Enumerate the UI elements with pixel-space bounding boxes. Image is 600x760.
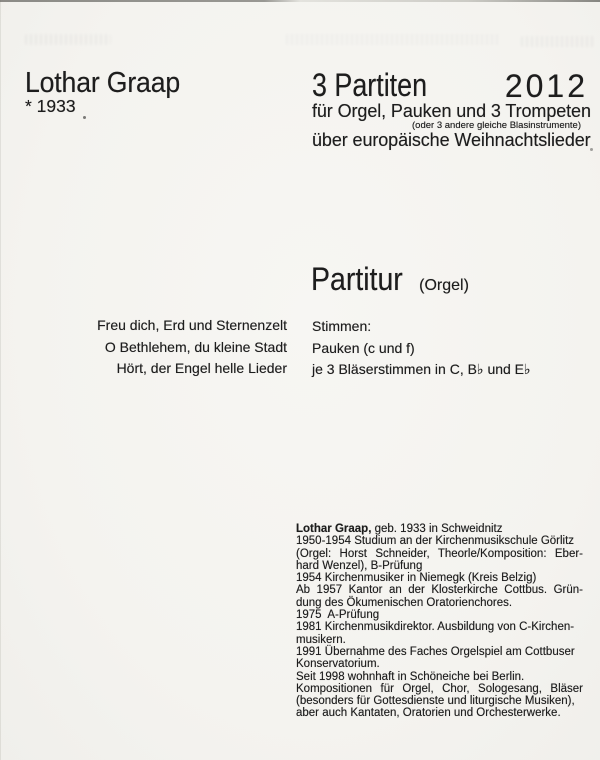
parts-heading: Stimmen:	[312, 318, 372, 334]
piece-title: Freu dich, Erd und Sternenzelt	[97, 317, 287, 333]
bio-line: 1975 A-Prüfung	[296, 609, 380, 622]
instrumentation: für Orgel, Pauken und 3 Trompeten	[312, 101, 591, 121]
bio-line: Seit 1998 wohnhaft in Schöneiche bei Berlin.	[296, 670, 525, 683]
part-item: je 3 Bläserstimmen in C, B♭ und E♭	[312, 361, 531, 378]
scan-speck-artifact	[83, 116, 86, 119]
scan-edge-artifact-left	[0, 0, 1, 760]
bio-line: hard Wenzel), B-Prüfung	[296, 559, 423, 572]
bio-line: 1991 Übernahme des Faches Orgelspiel am Cottbuser	[296, 645, 575, 658]
bleedthrough-artifact	[521, 36, 595, 47]
bio-line: Kompositionen für Orgel, Chor, Sologesang, Bläser	[296, 682, 583, 695]
title-row	[312, 67, 588, 104]
bio-line: dung des Ökumenischen Oratorienchores.	[296, 596, 513, 609]
instrumentation-note: (oder 3 andere gleiche Blasinstrumente)	[412, 120, 581, 131]
bio-intro: geb. 1933 in Schweidnitz	[371, 523, 503, 535]
parts-list	[312, 315, 531, 381]
format-label: Partitur	[311, 261, 403, 297]
bio-line: 1954 Kirchenmusiker in Niemegk (Kreis Belzig)	[296, 572, 537, 585]
biography-block	[296, 523, 583, 720]
bio-line: 1950-1954 Studium an der Kirchenmusikschule Görlitz	[296, 535, 575, 548]
bio-line: Ab 1957 Kantor an der Klosterkirche Cottbus. Grün-	[296, 584, 583, 597]
bio-line: aber auch Kantaten, Oratorien und Orchesterwerke.	[296, 707, 561, 720]
composer-name: Lothar Graap	[25, 67, 181, 99]
theme-line: über europäische Weihnachtslieder	[312, 130, 591, 150]
bio-line: 1981 Kirchenmusikdirektor. Ausbildung von C-Kirchen-	[296, 621, 575, 634]
work-title: 3 Partiten	[312, 67, 428, 103]
composition-year: 2012	[504, 68, 588, 104]
scan-edge-artifact-top	[0, 0, 600, 2]
composer-birth-year: * 1933	[25, 96, 76, 116]
bio-line: musikern.	[296, 633, 346, 646]
bleedthrough-artifact	[25, 34, 111, 45]
bleedthrough-artifact	[286, 34, 500, 45]
bio-line: (Orgel: Horst Schneider, Theorle/Komposition: Eber-	[296, 547, 583, 560]
title-block	[312, 67, 591, 180]
bio-name: Lothar Graap,	[296, 523, 372, 535]
piece-title: O Bethlehem, du kleine Stadt	[104, 338, 287, 355]
piece-title: Hört, der Engel helle Lieder	[116, 360, 287, 377]
bio-line	[296, 523, 583, 535]
part-item: Pauken (c und f)	[312, 339, 415, 356]
format-line	[311, 261, 469, 301]
composer-block	[25, 69, 194, 115]
bio-line: Konservatorium.	[296, 658, 380, 671]
pieces-and-parts	[30, 315, 531, 381]
piece-list	[30, 315, 287, 381]
format-note: (Orgel)	[419, 277, 469, 294]
bio-line: (besonders für Gottesdienste und liturgische Musiken),	[296, 695, 575, 708]
